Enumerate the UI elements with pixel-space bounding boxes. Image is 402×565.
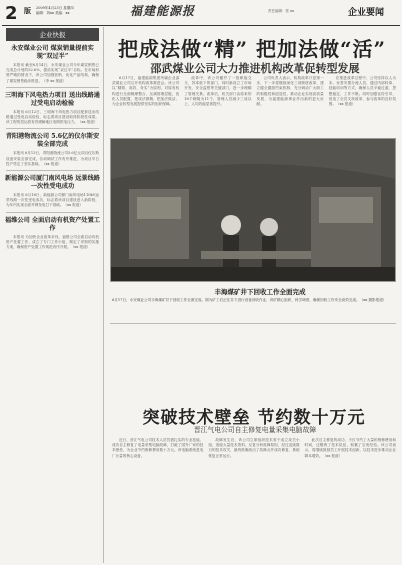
lead-headline: 把成法做“精” 把加法做“活” xyxy=(118,37,386,61)
masthead: 福建能源报 xyxy=(130,4,196,18)
article-column: 6月17日，福建能源集团所属企业邵武煤业公司召开机构改革推进会。该公司以“精简、高效、务实”为原则，对原有机构进行全面梳理整合，压减管理层级，优化人员配置，把成法做精，把加法做活，为企业转型发展提供坚实的组织保障。 xyxy=(112,76,180,107)
second-subheadline: 晋江气电公司自主修复电量采集电脑故障 xyxy=(193,426,317,434)
article-column: 改革中，该公司撤并了一批职能交叉、效率低下的部门，同时新设立了市场开发、安全监察等关键部门，进一步理顺了管理关系。改革后，机关部门由原来的18个精简为11个，管理人员减少三成以上，人均效能显著提升。 xyxy=(184,76,252,107)
lead-subheadline: 邵武煤业公司大力推进机构改革促转型发展 xyxy=(150,62,360,75)
divider xyxy=(6,212,99,213)
news-brief-tag: 企业快报 xyxy=(6,28,99,41)
article-column: 故障发生后，该公司立即组织技术骨干成立攻关小组，查阅大量技术资料，反复分析故障原因，经过连续数日的技术攻关，最终准确找出了故障点并成功修复，系统恢复正常运行。 xyxy=(208,438,300,458)
brief-body: 本报讯 为加快企业改革步伐，福维公司全面启动有机资产处置工作，成立了专门工作小组，制定了详细的实施方案，确保资产处置工作规范有序开展。（xx 报道） xyxy=(6,234,99,250)
brief-article xyxy=(2,217,103,251)
edition-line: 责任编辑：张 xx xyxy=(268,9,295,13)
header-rule xyxy=(2,25,400,26)
brief-headline: 永安煤业公司 煤炭销量提前实现“双过半” xyxy=(11,45,94,60)
brief-headline: 青阳港物流公司 5.6亿的仪尔斯安装全部完成 xyxy=(5,133,100,149)
second-article-body xyxy=(112,438,396,558)
brief-article xyxy=(2,45,103,84)
divider xyxy=(6,87,99,88)
brief-headline: 福维公司 全面启动有机资产处置工作 xyxy=(5,216,100,232)
brief-article xyxy=(2,133,103,167)
divider xyxy=(110,323,396,324)
photo-caption: 6月17日，永安煤业公司丰海煤矿井下回收工作全面完成。图为矿工们正在井下进行设备回收作业，该矿精心组织、科学调度，确保回收工作安全高效完成。（xx 摄影报道） xyxy=(112,298,387,302)
second-headline: 突破技术壁垒 节约数十万元 xyxy=(142,408,366,428)
date-text: 2009年4月23日 星期四 xyxy=(36,6,74,10)
brief-body: 本报讯 6月16日，新能源公司厦门南风电场110kV远景线路一次性受电成功，标志着该项目建设进入新阶段，为年内实现全面并网发电打下基础。（xx 报道） xyxy=(6,193,99,208)
photo-headline: 丰海煤矿井下回收工作全面完成 xyxy=(214,288,306,296)
lead-article-body xyxy=(112,76,396,136)
brief-body: 本报讯 截至6月14日，永安煤业公司今年煤炭销售已完成总计划的52.6%，提前实现“双过半”目标。在市场形势严峻的情况下，该公司加强营销，优化产品结构，确保了煤炭销售稳步推进。（李 xx 报道） xyxy=(6,63,99,83)
brief-article xyxy=(2,92,103,126)
article-column: 近日，晋江气电公司技术人员凭借扎实的专业技能，成功自主修复了电量采集电脑故障，打破了国外厂家的技术壁垒，为企业节约维修费用数十万元。该电脑系统是电厂计量的核心设备。 xyxy=(112,438,204,458)
brief-headline: 三明海下风电热力项目 送出线路通过受电启动检验 xyxy=(5,91,100,107)
article-column: 在推进改革过程中，公司坚持以人为本，妥善安置分流人员，通过内部转岗、技能培训等方式，确保人员平稳过渡、思想稳定、工作不断。同时加强宣传引导，营造了全员支持改革、参与改革的良好氛围。（xx 报道） xyxy=(328,76,396,107)
brief-headline: 新能源公司厦门南风电场 远景线路一次性受电成功 xyxy=(5,175,100,191)
page-number: 2 xyxy=(5,3,18,24)
brief-body: 本报讯 6月12日，三明海下风电热力项目配套送出线路通过受电启动检验，标志着项目建设取得阶段性成果。该工程的投运将有效缓解地区电网供电压力。（xx 报道） xyxy=(6,109,99,125)
page-label: 版 xyxy=(24,6,31,15)
brief-article xyxy=(2,175,103,209)
mine-photo xyxy=(110,138,396,282)
article-column: 此次自主修复的成功，不仅节约了大量的维修费用和时间，还锻炼了技术队伍，积累了宝贵经验。该公司表示，将继续鼓励员工开展技术创新，以技术进步推动企业降本增效。（xx 报道） xyxy=(304,438,396,458)
divider xyxy=(6,128,99,129)
brief-body: 本报讯 6月13日，青阳港物流公司5.6亿元项目仪尔斯设备安装全部完成，各项调试工作有序推进，为项目早日投产奠定了坚实基础。（xx 报道） xyxy=(6,151,99,166)
divider xyxy=(6,170,99,171)
mine-tunnel-image xyxy=(111,139,396,282)
article-column: 公司负责人表示，机构改革只是第一步，下一步将继续深化三项制度改革，建立健全激励约束机制，充分调动广大职工的积极性和创造性，推动企业实现高质量发展，为福建能源事业作出新的更大贡献。 xyxy=(256,76,324,107)
issue-text: 编辑：刘xx 美编：xx xyxy=(36,11,70,15)
left-column xyxy=(2,27,104,563)
section-title: 企业要闻 xyxy=(348,8,385,18)
date-line xyxy=(36,6,106,16)
